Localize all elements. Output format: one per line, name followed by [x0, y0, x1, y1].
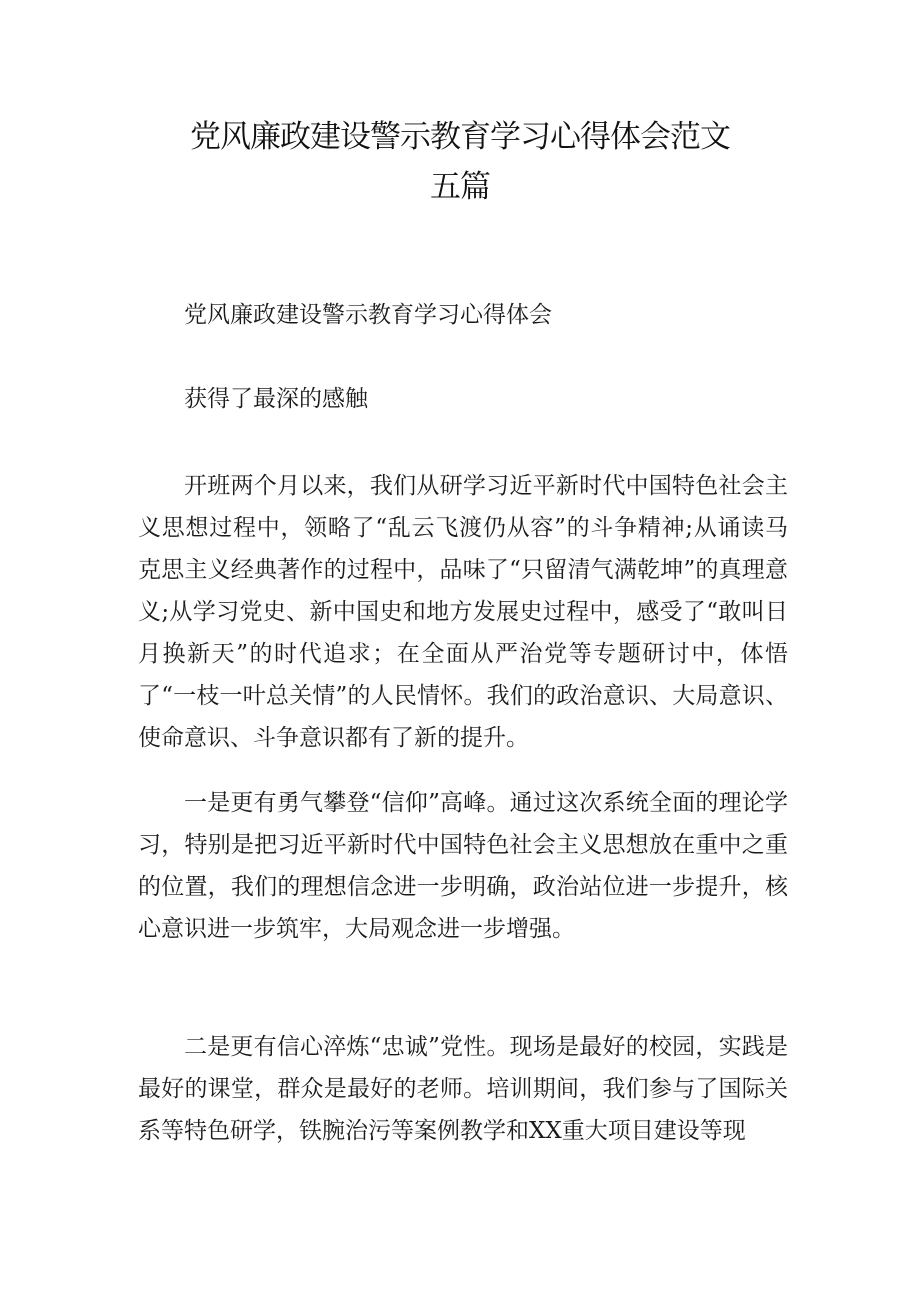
- document-title-line-2: 五篇: [430, 169, 490, 205]
- section-heading: 获得了最深的感触: [184, 386, 368, 412]
- paragraph-1: 开班两个月以来，我们从研学习近平新时代中国特色社会主义思想过程中，领略了“乱云飞渡仍从容”的斗争精神;从诵读马克思主义经典著作的过程中，品味了“只留清气满乾坤”的真理意义;从学习党史、新中国史和地方发展史过程中，感受了“敢叫日月换新天”的时代追求；在全面从严治党等专题研讨中，体悟了“一枝一叶总关情”的人民情怀。我们的政治意识、大局意识、使命意识、斗争意识都有了新的提升。: [138, 473, 788, 751]
- document-title-line-1: 党风廉政建设警示教育学习心得体会范文: [190, 119, 730, 155]
- document-subtitle: 党风廉政建设警示教育学习心得体会: [184, 302, 552, 328]
- paragraph-3: 二是更有信心淬炼“忠诚”党性。现场是最好的校园，实践是最好的课堂，群众是最好的老师。培训期间，我们参与了国际关系等特色研学，铁腕治污等案例教学和XX重大项目建设等现: [138, 1034, 788, 1144]
- paragraph-2: 一是更有勇气攀登“信仰”高峰。通过这次系统全面的理论学习，特别是把习近平新时代中国特色社会主义思想放在重中之重的位置，我们的理想信念进一步明确，政治站位进一步提升，核心意识进一步筑牢，大局观念进一步增强。: [138, 790, 788, 942]
- document-title: [0, 112, 920, 212]
